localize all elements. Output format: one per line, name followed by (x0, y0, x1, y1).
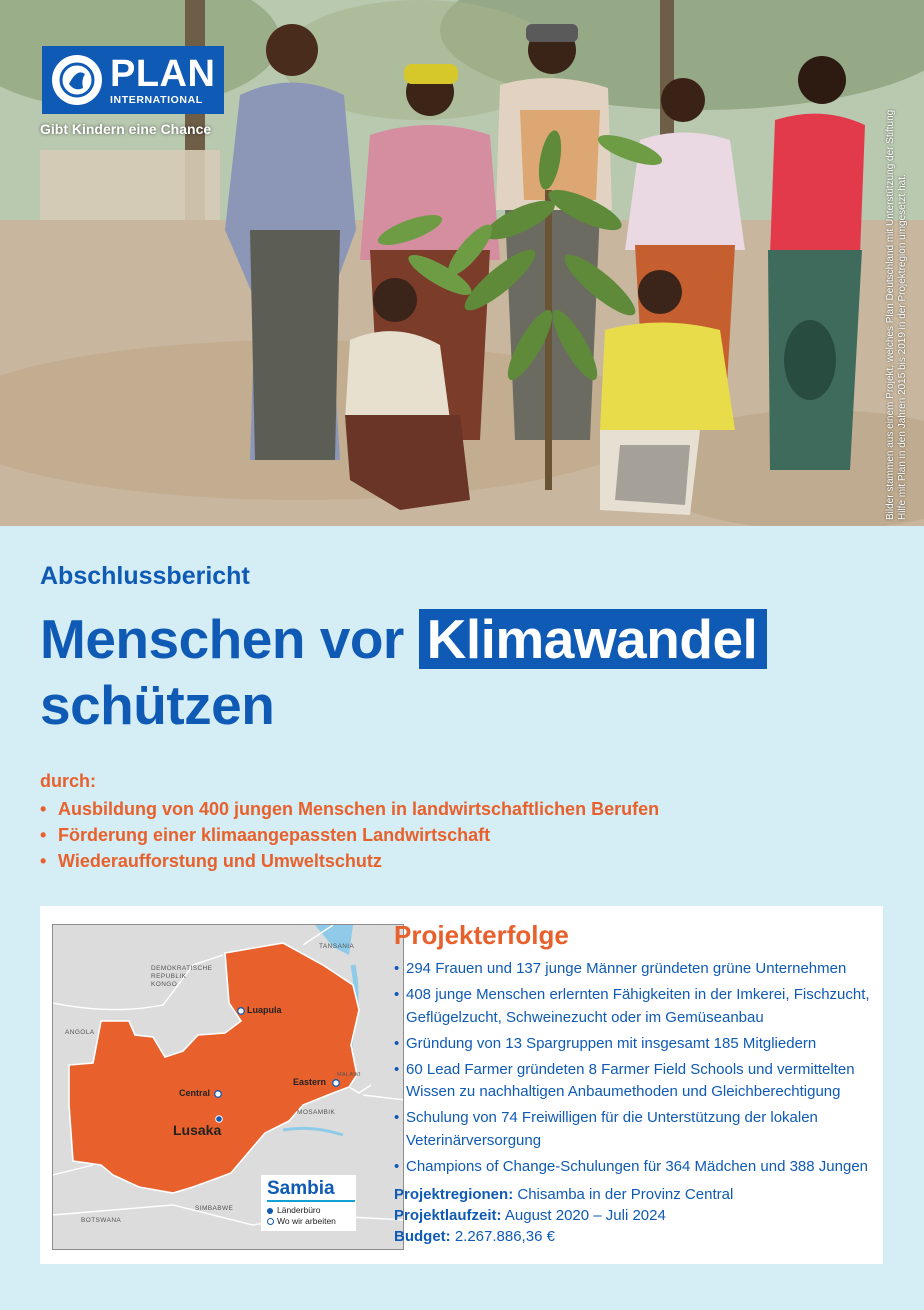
fact-budget (394, 1226, 874, 1247)
fact-value: 2.267.886,36 € (454, 1228, 555, 1245)
brand-tagline: Gibt Kindern eine Chance (40, 121, 212, 137)
fact-value: August 2020 – Juli 2024 (504, 1207, 666, 1224)
title-part-1: Menschen vor (40, 608, 404, 670)
result-text: 60 Lead Farmer gründeten 8 Farmer Field Schools und vermittelten Wissen zu nachhaltigen Anbaumethoden und Gleichberechtigung (406, 1060, 855, 1100)
label-mozambique: MOSAMBIK (297, 1109, 336, 1116)
results-list (394, 958, 874, 1178)
label-central: Central (179, 1088, 211, 1098)
label-drc: DEMOKRATISCHE REPUBLIK KONGO (151, 965, 213, 988)
list-item (40, 848, 659, 874)
label-lusaka: Lusaka (173, 1122, 222, 1138)
title-part-2: schützen (40, 674, 275, 736)
page-title (40, 606, 767, 738)
label-botswana: BOTSWANA (81, 1217, 122, 1224)
label-angola: ANGOLA (65, 1029, 95, 1036)
bullet-dot-icon: • (40, 851, 47, 871)
result-text: 408 junge Menschen erlernten Fähigkeiten in der Imkerei, Fischzucht, Geflügelzucht, Schweinezucht oder im Gemüseanbau (406, 986, 870, 1026)
label-zimbabwe: SIMBABWE (195, 1205, 234, 1212)
bullet-dot-icon: • (394, 1034, 400, 1052)
label-eastern: Eastern (293, 1077, 327, 1087)
list-item (40, 822, 659, 848)
aim-text: Förderung einer klimaangepassten Landwirtschaft (58, 825, 491, 845)
plan-globe-icon (52, 55, 102, 105)
plan-international-logo[interactable] (42, 46, 224, 114)
photo-credit: Bilder stammen aus einem Projekt, welches Plan Deutschland mit Unterstützung der Stiftung Hilfe mit Plan in den Jahren 2015 bis 2019 in der Projektregion umgesetzt hat. (885, 109, 908, 520)
hero-photo (0, 0, 924, 526)
legend-office-label: Länderbüro (277, 1205, 321, 1215)
fact-value: Chisamba in der Provinz Central (517, 1186, 734, 1203)
label-tanzania: TANSANIA (319, 943, 355, 950)
zambia-map (52, 924, 404, 1250)
location-marker-icon (238, 1008, 245, 1015)
aim-text: Ausbildung von 400 jungen Menschen in landwirtschaftlichen Berufen (58, 799, 660, 819)
bullet-dot-icon: • (394, 1060, 400, 1078)
result-text: Schulung von 74 Freiwilligen für die Unterstützung der lokalen Veterinärversorgung (406, 1109, 818, 1149)
list-item (394, 1107, 874, 1152)
logo-subtext: INTERNATIONAL (110, 93, 203, 106)
legend-office (267, 1205, 350, 1216)
legend-underline (267, 1200, 355, 1202)
bullet-dot-icon: • (40, 825, 47, 845)
fact-label: Budget: (394, 1228, 451, 1245)
result-text: Gründung von 13 Spargruppen mit insgesamt 185 Mitgliedern (406, 1034, 817, 1052)
legend-country: Sambia (267, 1178, 335, 1199)
aims-intro: durch: (40, 771, 96, 791)
office-dot-icon (267, 1208, 273, 1214)
location-marker-icon (215, 1091, 222, 1098)
result-text: Champions of Change-Schulungen für 364 Mädchen und 388 Jungen (406, 1157, 868, 1175)
list-item (394, 1156, 874, 1179)
report-type: Abschlussbericht (40, 562, 250, 590)
list-item (394, 958, 874, 981)
list-item (394, 984, 874, 1029)
result-text: 294 Frauen und 137 junge Männer gründeten grüne Unternehmen (406, 960, 847, 977)
legend-work (267, 1216, 350, 1227)
project-facts (394, 1184, 874, 1247)
aim-text: Wiederaufforstung und Umweltschutz (58, 851, 382, 871)
bullet-dot-icon: • (394, 1109, 400, 1126)
title-highlight: Klimawandel (419, 609, 768, 669)
fact-label: Projektlaufzeit: (394, 1207, 502, 1224)
label-malawi: MALAWI (337, 1072, 361, 1078)
work-dot-icon (267, 1218, 274, 1225)
aims-list (40, 796, 659, 874)
project-results (394, 920, 874, 1247)
bullet-dot-icon: • (394, 1157, 400, 1175)
list-item (394, 1033, 874, 1056)
bullet-dot-icon: • (394, 986, 400, 1003)
list-item (40, 796, 659, 822)
logo-wordmark: PLAN (110, 52, 216, 95)
list-item (394, 1059, 874, 1104)
map-legend (261, 1175, 356, 1231)
fact-duration (394, 1205, 874, 1226)
fact-label: Projektregionen: (394, 1186, 514, 1203)
location-marker-icon (333, 1080, 340, 1087)
project-card (40, 906, 883, 1264)
label-luapula: Luapula (247, 1005, 282, 1015)
results-title: Projekterfolge (394, 920, 569, 950)
fact-regions (394, 1184, 874, 1205)
bullet-dot-icon: • (40, 799, 47, 819)
bullet-dot-icon: • (394, 960, 400, 977)
legend-work-label: Wo wir arbeiten (277, 1216, 336, 1226)
